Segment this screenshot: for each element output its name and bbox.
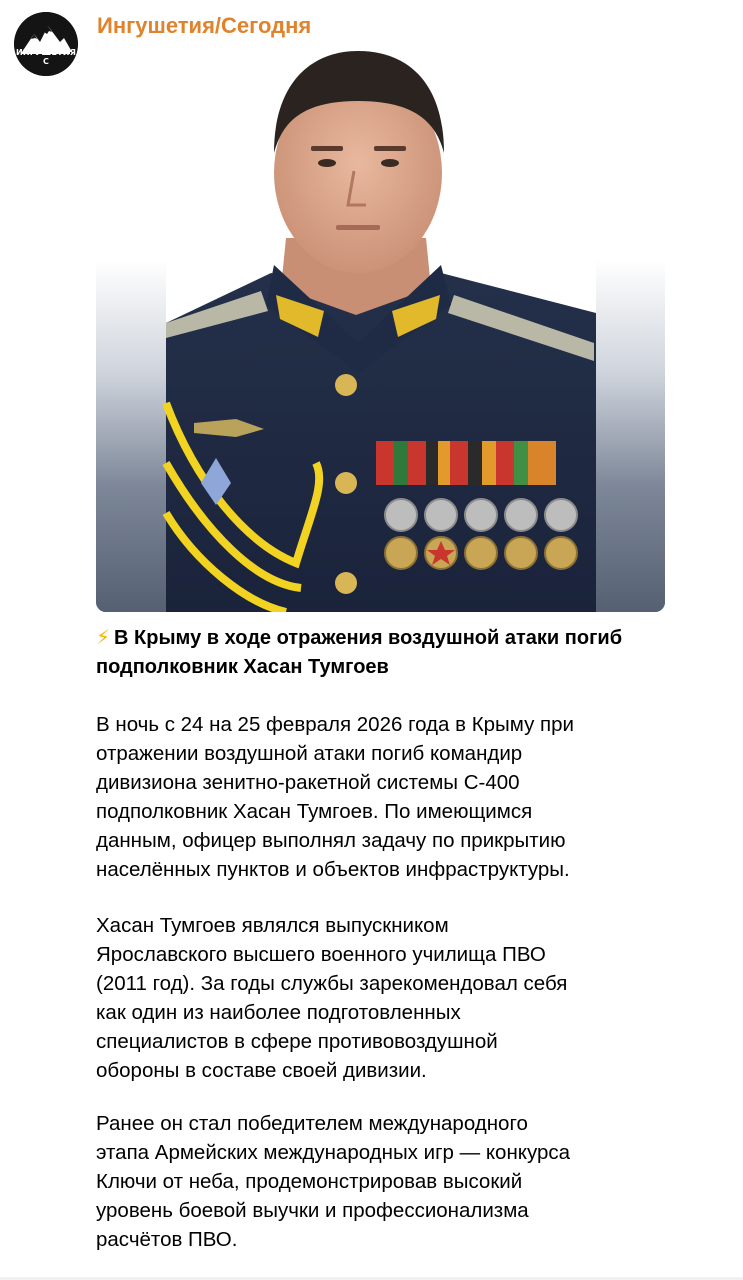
text-line: Хасан Тумгоев являлся выпускником	[96, 914, 449, 937]
text-line: отражении воздушной атаки погиб командир	[96, 742, 523, 765]
text-line: (2011 год). За годы службы зарекомендовал себя	[96, 972, 568, 995]
channel-name[interactable]: Ингушетия/Сегодня	[97, 13, 312, 38]
mountain-logo-icon	[14, 12, 78, 76]
channel-avatar[interactable]	[14, 12, 78, 76]
text-line: уровень боевой выучки и профессионализма	[96, 1199, 529, 1222]
text-line: этапа Армейских международных игр — конкурса	[96, 1141, 571, 1164]
lightning-icon: ⚡	[96, 627, 111, 649]
text-line: Ключи от неба, продемонстрировав высокий	[96, 1170, 523, 1193]
officer-portrait-photo	[96, 43, 665, 612]
text-line: Ранее он стал победителем международного	[96, 1112, 528, 1135]
text-line: обороны в составе своей дивизии.	[96, 1059, 427, 1082]
text-line: специалистов в сфере противовоздушной	[96, 1030, 498, 1053]
post-photo[interactable]	[96, 43, 665, 612]
headline-text: В Крыму в ходе отражения воздушной атаки погиб подполковник Хасан Тумгоев	[96, 627, 623, 678]
text-line: населённых пунктов и объектов инфраструктуры.	[96, 858, 570, 881]
post-headline	[96, 624, 696, 682]
text-line: как один из наиболее подготовленных	[96, 1001, 461, 1024]
post-paragraph-1	[96, 710, 696, 884]
text-line: дивизиона зенитно-ракетной системы С-400	[96, 771, 520, 794]
text-line: данным, офицер выполнял задачу по прикрытию	[96, 829, 566, 852]
text-line: Ярославского высшего военного училища ПВО	[96, 943, 546, 966]
post-paragraph-3	[96, 1109, 696, 1254]
text-line: В ночь с 24 на 25 февраля 2026 года в Крыму при	[96, 713, 574, 736]
text-line: подполковник Хасан Тумгоев. По имеющимся	[96, 800, 533, 823]
post-paragraph-2	[96, 911, 696, 1085]
text-line: расчётов ПВО.	[96, 1228, 238, 1251]
avatar-label: ИНГУШЕТИЯ С	[15, 48, 77, 66]
